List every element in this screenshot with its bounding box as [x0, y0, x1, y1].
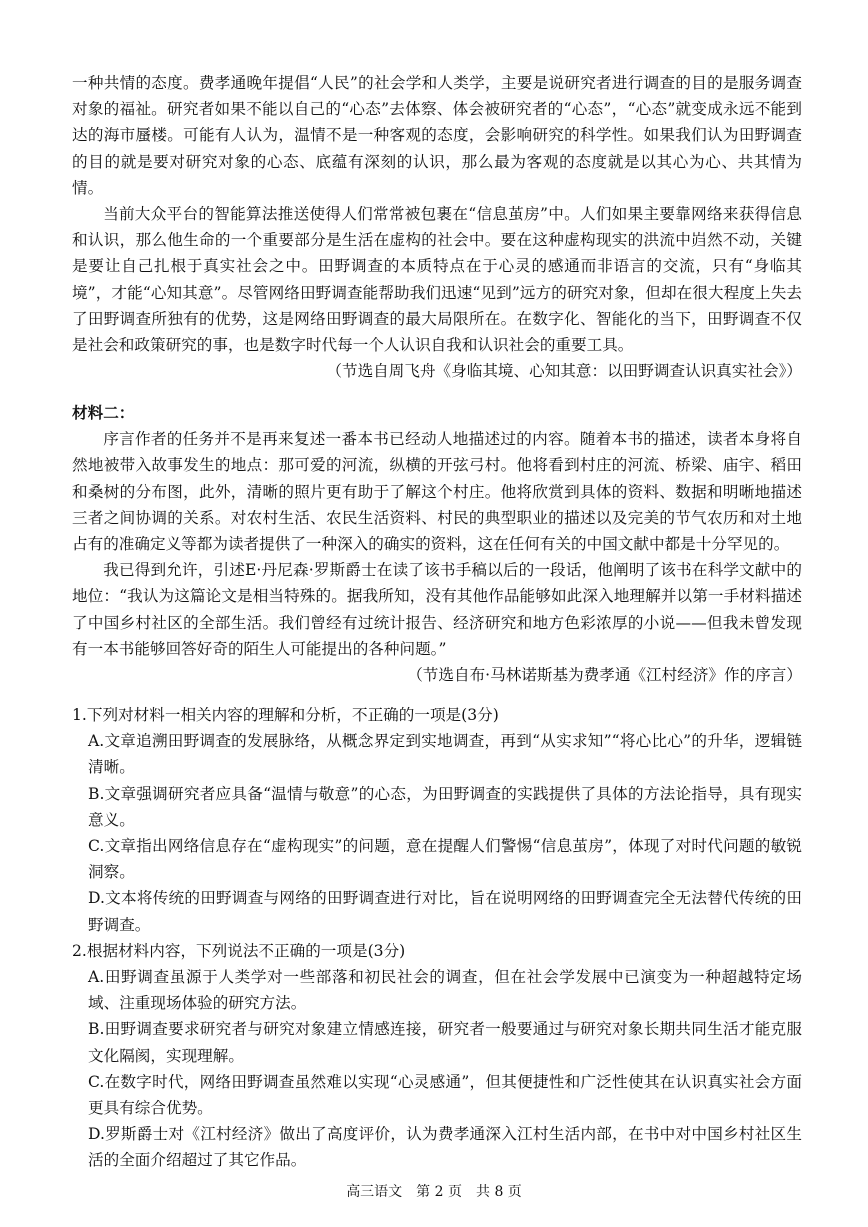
question-stem: 1.下列对材料一相关内容的理解和分析，不正确的一项是(3分) [72, 706, 499, 724]
paragraph: 我已得到允许，引述E·丹尼森·罗斯爵士在读了该书手稿以后的一段话，他阐明了该书在科学文献中的地位：“我认为这篇论文是相当特殊的。据我所知，没有其他作品能够如此深入地理解并以第一手材料描述了中国乡村社区的全部生活。我们曾经有过统计报告、经济研究和地方色彩浓厚的小说——但我未曾发现有一本书能够回答好奇的陌生人可能提出的各种问题。” [72, 561, 802, 658]
option-b: B.文章强调研究者应具备“温情与敬意”的心态，为田野调查的实践提供了具体的方法论指导，具有现实意义。 [88, 784, 802, 829]
question-1 [72, 702, 802, 938]
paragraph: 序言作者的任务并不是再来复述一番本书已经动人地描述过的内容。随着本书的描述，读者本身将自然地被带入故事发生的地点：那可爱的河流，纵横的开弦弓村。他将看到村庄的河流、桥梁、庙宇、稻田和桑树的分布图，此外，清晰的照片更有助于了解这个村庄。他将欣赏到具体的资料、数据和明晰地描述三者之间协调的关系。对农村生活、农民生活资料、村民的典型职业的描述以及完美的节气农历和对土地占有的准确定义等都为读者提供了一种深入的确实的资料，这在任何有关的中国文献中都是十分罕见的。 [72, 430, 802, 554]
option-d: D.罗斯爵士对《江村经济》做出了高度评价，认为费孝通深入江村生活内部，在书中对中国乡村社区生活的全面介绍超过了其它作品。 [88, 1125, 802, 1170]
material-1-continuation [72, 70, 802, 384]
material-2 [72, 400, 802, 688]
source-citation: （节选自周飞舟《身临其境、心知其意：以田野调查认识真实社会》） [326, 362, 802, 381]
question-2 [72, 938, 802, 1174]
paragraph: 当前大众平台的智能算法推送使得人们常常被包裹在“信息茧房”中。人们如果主要靠网络来获得信息和认识，那么他生命的一个重要部分是生活在虚构的社会中。要在这种虚构现实的洪流中岿然不动，关键是要让自己扎根于真实社会之中。田野调查的本质特点在于心灵的感通而非语言的交流，只有“身临其境”，才能“心知其意”。尽管网络田野调查能帮助我们迅速“见到”远方的研究对象，但却在很大程度上失去了田野调查所独有的优势，这是网络田野调查的最大局限所在。在数字化、智能化的当下，田野调查不仅是社会和政策研究的事，也是数字时代每一个人认识自我和认识社会的重要工具。 [72, 205, 802, 355]
section-heading: 材料二： [72, 403, 135, 422]
option-a: A.文章追溯田野调查的发展脉络，从概念界定到实地调查，再到“从实求知”“将心比心”的升华，逻辑链清晰。 [88, 732, 802, 777]
page-footer: 高三语文 第 2 页 共 8 页 [346, 1184, 522, 1200]
option-c: C.文章指出网络信息存在“虚构现实”的问题，意在提醒人们警惕“信息茧房”，体现了对时代问题的敏锐洞察。 [88, 837, 802, 882]
option-b: B.田野调查要求研究者与研究对象建立情感连接，研究者一般要通过与研究对象长期共同生活才能克服文化隔阂，实现理解。 [88, 1020, 802, 1065]
option-c: C.在数字时代，网络田野调查虽然难以实现“心灵感通”，但其便捷性和广泛性使其在认识真实社会方面更具有综合优势。 [88, 1072, 802, 1118]
option-d: D.文本将传统的田野调查与网络的田野调查进行对比，旨在说明网络的田野调查完全无法替代传统的田野调查。 [88, 889, 802, 934]
question-stem: 2.根据材料内容，下列说法不正确的一项是(3分) [72, 941, 406, 960]
source-citation: （节选自布·马林诺斯基为费孝通《江村经济》作的序言） [407, 666, 802, 685]
questions [72, 702, 802, 1174]
paragraph: 一种共情的态度。费孝通晚年提倡“人民”的社会学和人类学，主要是说研究者进行调查的目的是服务调查对象的福祉。研究者如果不能以自己的“心态”去体察、体会被研究者的“心态”，“心态”就变成永远不能到达的海市蜃楼。可能有人认为，温情不是一种客观的态度，会影响研究的科学性。如果我们认为田野调查的目的就是要对研究对象的心态、底蕴有深刻的认识，那么最为客观的态度就是以其心为心、共其情为情。 [72, 74, 802, 197]
option-a: A.田野调查虽源于人类学对一些部落和初民社会的调查，但在社会学发展中已演变为一种超越特定场域、注重现场体验的研究方法。 [88, 968, 802, 1013]
